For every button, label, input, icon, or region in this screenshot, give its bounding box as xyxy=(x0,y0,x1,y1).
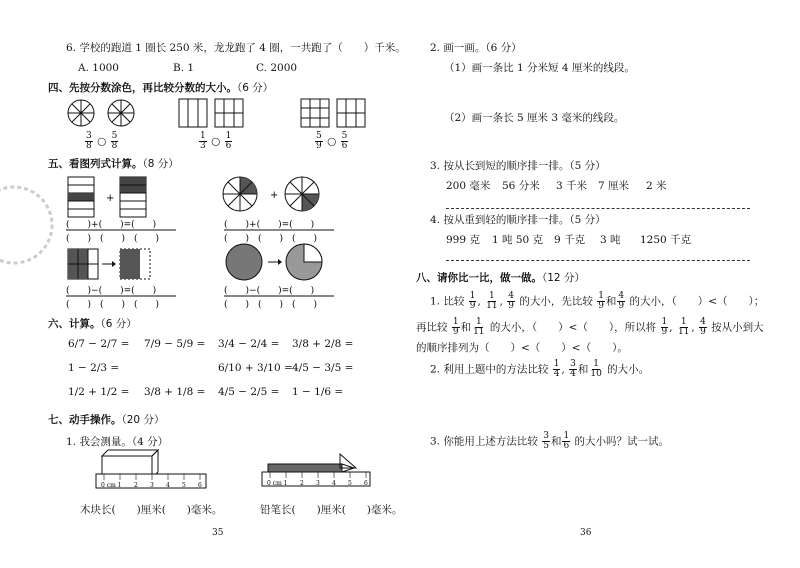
compare-pair-3: $\frac{5}{9}$ ○ $\frac{5}{6}$ xyxy=(316,131,348,151)
calc-item[interactable]: 7/9 − 5/9 = xyxy=(144,338,206,350)
rect-sixths[interactable] xyxy=(214,98,244,128)
calc-item[interactable]: 6/7 − 2/7 = xyxy=(68,338,130,350)
compare-circle[interactable]: ○ xyxy=(211,135,221,148)
svg-text:5: 5 xyxy=(348,480,352,487)
weight-answer-line[interactable] xyxy=(446,260,750,261)
q6-text: 6. 学校的跑道 1 圈长 250 米，龙龙跑了 4 圈，一共跑了（ ）千米。 xyxy=(66,42,406,54)
calc-item[interactable]: 3/4 − 2/4 = xyxy=(218,338,280,350)
square-minus-figure xyxy=(68,248,178,284)
svg-text:3: 3 xyxy=(150,482,154,489)
circle-eighths-2[interactable] xyxy=(106,98,136,128)
section-7-heading: 七、动手操作。（20 分） xyxy=(48,414,165,426)
svg-text:+: + xyxy=(106,193,115,204)
weight-item-4: 3 吨 xyxy=(600,234,621,246)
circle-eighths[interactable] xyxy=(66,98,96,128)
compare-circle[interactable]: ○ xyxy=(97,135,107,148)
draw-task-2: （2）画一条长 5 厘米 3 毫米的线段。 xyxy=(444,112,625,124)
svg-text:( ) ( ) ( ): ( ) ( ) ( ) xyxy=(66,300,160,310)
svg-text:2: 2 xyxy=(300,480,304,487)
length-item-2: 56 分米 xyxy=(502,180,540,192)
stamp-watermark xyxy=(0,170,48,280)
svg-text:( ) ( ) ( ): ( ) ( ) ( ) xyxy=(66,234,160,244)
calc-item[interactable]: 4/5 − 2/5 = xyxy=(218,386,280,398)
weight-item-1: 999 克 xyxy=(446,234,480,246)
section-5-heading: 五、看图列式计算。（8 分） xyxy=(48,158,179,170)
length-item-5: 2 米 xyxy=(646,180,667,192)
q6-option-c[interactable]: C. 2000 xyxy=(256,62,298,74)
compare-q3: 3. 你能用上述方法比较 $\frac{3}{5}$ 和 $\frac{1}{6}$ 的大小吗？试一试。 xyxy=(430,431,670,451)
pencil-length-answer[interactable]: 铅笔长( )厘米( )毫米。 xyxy=(260,504,403,516)
length-answer-line[interactable] xyxy=(446,208,750,209)
length-item-1: 200 毫米 xyxy=(446,180,491,192)
draw-task-1: （1）画一条比 1 分米短 4 厘米的线段。 xyxy=(444,62,635,74)
answer-blanks-row-1[interactable] xyxy=(66,218,356,244)
svg-text:6: 6 xyxy=(198,482,202,489)
grid-ninths[interactable] xyxy=(300,98,330,128)
svg-text:+: + xyxy=(270,190,279,201)
section-4-heading: 四、先按分数涂色，再比较分数的大小。（6 分） xyxy=(48,82,274,94)
q6-option-a[interactable]: A. 1000 xyxy=(78,62,119,74)
calc-item[interactable]: 1 − 2/3 = xyxy=(68,362,120,374)
weight-item-5: 1250 千克 xyxy=(640,234,692,246)
compare-q2: 2. 利用上题中的方法比较 $\frac{1}{4}$ , $\frac{3}{4}$ 和 $\frac{1}{10}$ 的大小。 xyxy=(430,359,650,379)
draw-question-title: 2. 画一画。（6 分） xyxy=(430,42,522,54)
weight-item-2: 1 吨 50 克 xyxy=(492,234,544,246)
svg-text:( ) ( ) ( ): ( ) ( ) ( ) xyxy=(224,234,318,244)
compare-q1-line3[interactable]: 的顺序排列为（ ）<（ ）<（ ）。 xyxy=(416,342,628,354)
svg-text:0 cm 1: 0 cm 1 xyxy=(267,480,288,487)
grid-sixths[interactable] xyxy=(336,98,366,128)
page-number-right: 36 xyxy=(580,528,592,538)
pie-plus-pie-figure xyxy=(222,176,342,216)
calc-item[interactable]: 3/8 + 2/8 = xyxy=(292,338,354,350)
calc-item[interactable]: 1 − 1/6 = xyxy=(292,386,344,398)
svg-text:4: 4 xyxy=(166,482,170,489)
svg-text:3: 3 xyxy=(316,480,320,487)
weight-item-3: 9 千克 xyxy=(554,234,586,246)
section-8-heading: 八、请你比一比，做一做。（12 分） xyxy=(416,272,585,284)
measure-subtitle: 1. 我会测量。（4 分） xyxy=(66,436,169,448)
svg-text:5: 5 xyxy=(182,482,186,489)
svg-text:2: 2 xyxy=(134,482,138,489)
svg-text:6: 6 xyxy=(364,480,368,487)
order-weight-title: 4. 按从重到轻的顺序排一排。（5 分） xyxy=(430,214,606,226)
strip-plus-strip-figure xyxy=(68,176,188,220)
compare-pair-2: $\frac{1}{3}$ ○ $\frac{1}{6}$ xyxy=(200,131,232,151)
compare-circle[interactable]: ○ xyxy=(327,135,337,148)
answer-blanks-row-2[interactable] xyxy=(66,284,356,310)
length-item-3: 3 千米 xyxy=(556,180,588,192)
rect-thirds[interactable] xyxy=(178,98,208,128)
svg-text:( )−( )=( ): ( )−( )=( ) xyxy=(66,286,157,296)
page-number-left: 35 xyxy=(212,528,224,538)
svg-text:( )+( )=( ): ( )+( )=( ) xyxy=(224,220,315,230)
svg-text:( ) ( ) ( ): ( ) ( ) ( ) xyxy=(224,300,318,310)
svg-text:0 cm 1: 0 cm 1 xyxy=(101,482,122,489)
circle-minus-figure xyxy=(226,242,346,284)
wood-block-ruler-figure xyxy=(96,454,208,494)
q6-option-b[interactable]: B. 1 xyxy=(173,62,195,74)
calc-item[interactable]: 1/2 + 1/2 = xyxy=(68,386,130,398)
compare-q1-line2: 再比较 $\frac{1}{9}$ 和 $\frac{1}{11}$ 的大小，（ ）<（ ），所以将 $\frac{1}{9}$ , $\frac{1}{11}$ , $\frac{4}{9}$ 按从小到大 xyxy=(416,317,764,337)
compare-q1-line1: 1. 比较 $\frac{1}{9}$ , $\frac{1}{11}$ , $\frac{4}{9}$ 的大小，先比较 $\frac{1}{9}$ 和 $\frac{4}{9}$ 的大小，（ ）<（ ）； xyxy=(430,291,765,311)
pencil-ruler-figure xyxy=(262,452,372,494)
wood-length-answer[interactable]: 木块长( )厘米( )毫米。 xyxy=(80,504,223,516)
section-6-heading: 六、计算。（6 分） xyxy=(48,318,137,330)
compare-pair-1: $\frac{3}{8}$ ○ $\frac{5}{8}$ xyxy=(86,131,118,151)
calc-item[interactable]: 3/8 + 1/8 = xyxy=(144,386,206,398)
calc-item[interactable]: 6/10 + 3/10 = xyxy=(218,362,293,374)
svg-text:( )−( )=( ): ( )−( )=( ) xyxy=(224,286,315,296)
svg-text:4: 4 xyxy=(332,480,336,487)
length-item-4: 7 厘米 xyxy=(598,180,630,192)
svg-text:( )+( )=( ): ( )+( )=( ) xyxy=(66,220,157,230)
order-length-title: 3. 按从长到短的顺序排一排。（5 分） xyxy=(430,160,606,172)
calc-item[interactable]: 4/5 − 3/5 = xyxy=(292,362,354,374)
